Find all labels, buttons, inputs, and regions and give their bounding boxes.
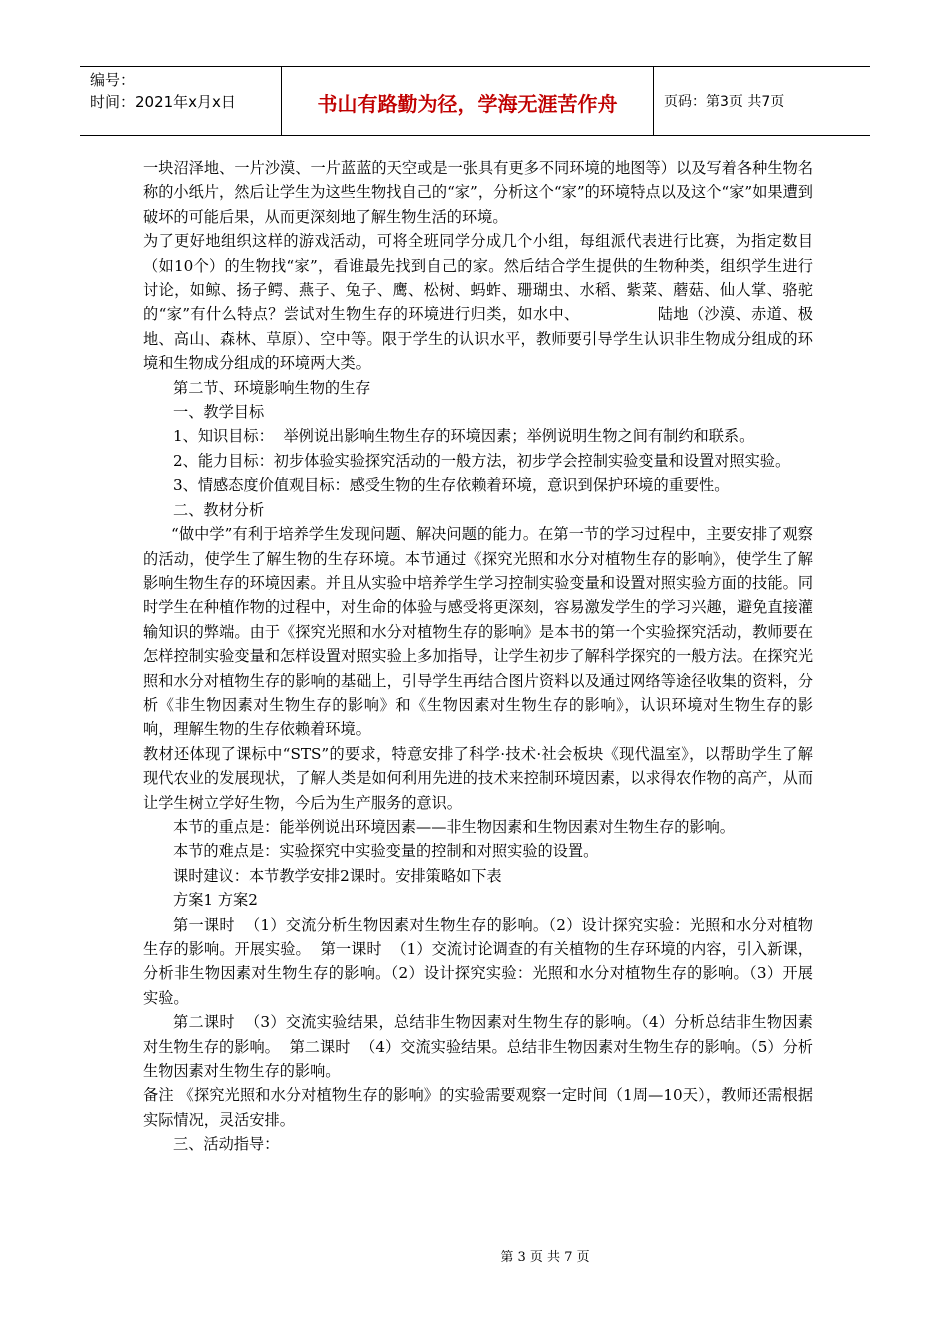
- header-meta: [80, 67, 282, 135]
- paragraph: 教材还体现了课标中“STS”的要求，特意安排了科学·技术·社会板块《现代温室》，以帮助学生了解现代农业的发展现状，了解人类是如何利用先进的技术来控制环境因素，以求得农作物的高产，从而让学生树立学好生物，今后为生产服务的意识。: [143, 744, 813, 812]
- paragraph: 为了更好地组织这样的游戏活动，可将全班同学分成几个小组，每组派代表进行比赛，为指定数目（如10个）的生物找“家”，看谁最先找到自己的家。然后结合学生提供的生物种类，组织学生进行讨论，如鲸、扬子鳄、燕子、兔子、鹰、松树、蚂蚱、珊瑚虫、水稻、紫菜、蘑菇、仙人掌、骆驼的“家”有什么特点？尝试对生物生存的环境进行归类，如水中、 陆地（沙漠、赤道、极地、高山、森林、草原）、空中等。限于学生的认识水平，教师要引导学生认识非生物成分组成的环境和生物成分组成的环境两大类。: [143, 232, 813, 373]
- paragraph: “做中学”有利于培养学生发现问题、解决问题的能力。在第一节的学习过程中，主要安排了观察的活动，使学生了解生物的生存环境。本节通过《探究光照和水分对植物生存的影响》，使学生了解影响生物生存的环境因素。并且从实验中培养学生学习控制实验变量和设置对照实验方面的技能。同时学生在种植作物的过程中，对生命的体验与感受将更深刻，容易激发学生的学习兴趣，避免直接灌输知识的弊端。由于《探究光照和水分对植物生存的影响》是本书的第一个实验探究活动，教师要在怎样控制实验变量和怎样设置对照实验上多加指导，让学生初步了解科学探究的一般方法。在探究光照和水分对植物生存的影响的基础上，引导学生再结合图片资料以及通过网络等途径收集的资料，分析《非生物因素对生物生存的影响》和《生物因素对生物生存的影响》，认识环境对生物生存的影响，理解生物的生存依赖着环境。: [143, 525, 813, 739]
- subsection-heading: 二、教材分析: [173, 500, 265, 519]
- paragraph: 课时建议：本节教学安排2课时。安排策略如下表: [173, 866, 502, 885]
- section-heading: 第二节、环境影响生物的生存: [173, 378, 371, 397]
- paragraph: 方案1 方案2: [173, 891, 258, 910]
- time-label: 时间：2021年x月x日: [90, 93, 236, 111]
- paragraph: 第二课时 （3）交流实验结果，总结非生物因素对生物生存的影响。（4）分析总结非生物因素对生物生存的影响。 第二课时 （4）交流实验结果。总结非生物因素对生物生存的影响。（5）分析生物因素对生物生存的影响。: [143, 1013, 813, 1081]
- paragraph: 本节的难点是：实验探究中实验变量的控制和对照实验的设置。: [173, 842, 599, 861]
- paragraph: 3、情感态度价值观目标：感受生物的生存依赖着环境，意识到保护环境的重要性。: [173, 476, 730, 495]
- paragraph: 本节的重点是：能举例说出环境因素——非生物因素和生物因素对生物生存的影响。: [173, 817, 735, 836]
- paragraph: 备注 《探究光照和水分对植物生存的影响》的实验需要观察一定时间（1周—10天），教师还需根据实际情况，灵活安排。: [143, 1086, 813, 1129]
- paragraph: 第一课时 （1）交流分析生物因素对生物生存的影响。（2）设计探究实验：光照和水分对植物生存的影响。开展实验。 第一课时 （1）交流讨论调查的有关植物的生存环境的内容，引入新课，分析非生物因素对生物生存的影响。（2）设计探究实验：光照和水分对植物生存的影响。（3）开展实验。: [143, 915, 813, 1007]
- motto: 书山有路勤为径，学海无涯苦作舟: [282, 67, 654, 135]
- number-label: 编号：: [90, 71, 136, 89]
- subsection-heading: 三、活动指导：: [173, 1135, 280, 1154]
- document-body: [143, 156, 813, 1157]
- page-label: 页码：第3页 共7页: [664, 94, 785, 110]
- subsection-heading: 一、教学目标: [173, 403, 265, 422]
- paragraph: 2、能力目标：初步体验实验探究活动的一般方法，初步学会控制实验变量和设置对照实验。: [173, 451, 791, 470]
- paragraph: 一块沼泽地、一片沙漠、一片蓝蓝的天空或是一张具有更多不同环境的地图等）以及写着各种生物名称的小纸片，然后让学生为这些生物找自己的“家”，分析这个“家”的环境特点以及这个“家”如果遭到破坏的可能后果，从而更深刻地了解生物生活的环境。: [143, 159, 813, 226]
- page-footer: 第 3 页 共 7 页: [500, 1250, 590, 1265]
- paragraph: 1、知识目标： 举例说出影响生物生存的环境因素；举例说明生物之间有制约和联系。: [173, 427, 755, 446]
- page-header: [80, 66, 870, 136]
